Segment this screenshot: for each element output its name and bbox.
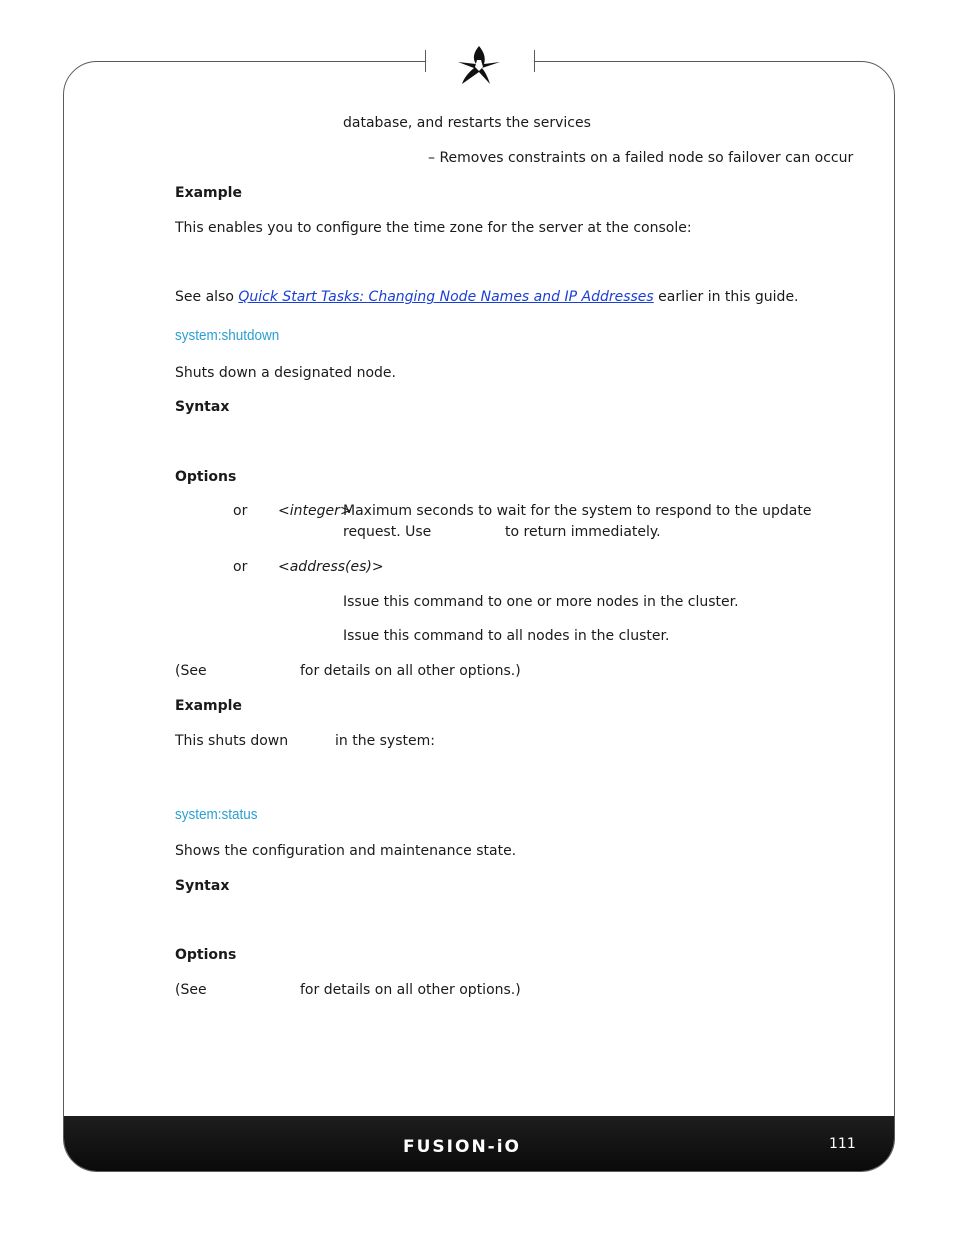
header-divider-left xyxy=(425,50,426,72)
status-see-other-b: for details on all other options.) xyxy=(300,982,521,998)
status-syntax-heading: Syntax xyxy=(175,878,230,894)
option-address-desc-1: Issue this command to one or more nodes in the cluster. xyxy=(343,594,739,610)
quick-start-link[interactable]: Quick Start Tasks: Changing Node Names and IP Addresses xyxy=(238,289,654,305)
text-time-zone-intro: This enables you to configure the time zone for the server at the console: xyxy=(175,220,692,236)
option-timeout-desc: Maximum seconds to wait for the system to respond to the update xyxy=(343,503,812,519)
option-address-param: <address(es)> xyxy=(278,559,384,575)
shutdown-syntax-heading: Syntax xyxy=(175,399,230,415)
option-timeout-desc-2a: request. Use xyxy=(343,524,432,540)
shutdown-see-other-a: (See xyxy=(175,663,207,679)
brand-wordmark: FUSION-iO xyxy=(403,1137,521,1157)
header-divider-right xyxy=(534,50,535,72)
shutdown-example-b: in the system: xyxy=(335,733,435,749)
shutdown-see-other-b: for details on all other options.) xyxy=(300,663,521,679)
see-also-suffix: earlier in this guide. xyxy=(653,289,799,305)
example-heading: Example xyxy=(175,185,242,201)
text-removes-constraints: – Removes constraints on a failed node so failover can occur xyxy=(428,150,854,166)
shutdown-example-heading: Example xyxy=(175,698,242,714)
status-description: Shows the configuration and maintenance state. xyxy=(175,843,517,859)
star-logo-icon xyxy=(452,40,506,86)
see-also-prefix: See also xyxy=(175,289,239,305)
option-timeout-or: or xyxy=(233,503,248,519)
option-timeout-param: <integer> xyxy=(278,503,352,519)
fusion-io-logo xyxy=(403,1135,555,1157)
option-timeout-desc-2b: to return immediately. xyxy=(505,524,661,540)
page-number: 111 xyxy=(829,1136,856,1152)
section-heading-shutdown: system:shutdown xyxy=(175,327,280,344)
option-address-or: or xyxy=(233,559,248,575)
shutdown-options-heading: Options xyxy=(175,469,237,485)
text-restart-services: database, and restarts the services xyxy=(343,115,591,131)
shutdown-description: Shuts down a designated node. xyxy=(175,365,396,381)
see-also-line xyxy=(175,288,799,306)
status-see-other-a: (See xyxy=(175,982,207,998)
status-options-heading: Options xyxy=(175,947,237,963)
section-heading-status: system:status xyxy=(175,806,258,823)
shutdown-example-a: This shuts down xyxy=(175,733,289,749)
option-address-desc-2: Issue this command to all nodes in the cluster. xyxy=(343,628,670,644)
